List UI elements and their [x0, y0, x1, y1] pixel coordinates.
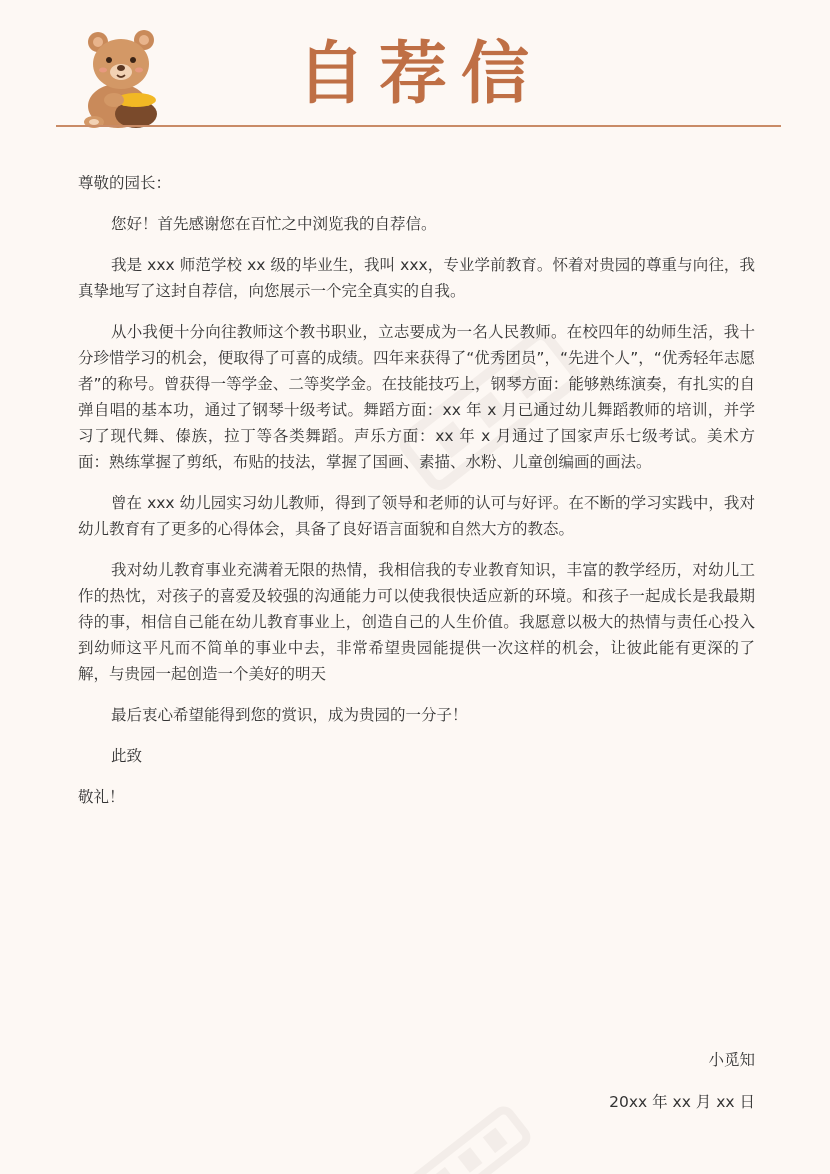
letter-date: 20xx 年 xx 月 xx 日: [609, 1093, 755, 1111]
letter-paragraph: 我对幼儿教育事业充满着无限的热情，我相信我的专业教育知识，丰富的教学经历，对幼儿工作的热忱，对孩子的喜爱及较强的沟通能力可以使我很快适应新的环境。和孩子一起成长是我最期待的事，相信自己能在幼儿教育事业上，创造自己的人生价值。我愿意以极大的热情与责任心投入到幼师这平凡而不简单的事业中去，非常希望贵园能提供一次这样的机会，让彼此能有更深的了解，与贵园一起创造一个美好的明天: [78, 561, 755, 683]
salutation: 尊敬的园长：: [78, 174, 172, 192]
header-divider: [56, 125, 781, 127]
letter-paragraph: 曾在 xxx 幼儿园实习幼儿教师，得到了领导和老师的认可与好评。在不断的学习实践中，我对幼儿教育有了更多的心得体会，具备了良好语言面貌和自然大方的教态。: [78, 494, 755, 538]
signature: 小觅知: [708, 1051, 755, 1069]
closing-salute: 敬礼！: [78, 788, 125, 806]
letter-paragraph: 最后衷心希望能得到您的赏识，成为贵园的一分子！: [111, 706, 468, 724]
page-title: 自荐信: [296, 35, 543, 114]
letter-paragraph: 从小我便十分向往教师这个教书职业，立志要成为一名人民教师。在校四年的幼师生活，我十分珍惜学习的机会，便取得了可喜的成绩。四年来获得了“优秀团员”，“先进个人”，“优秀轻年志愿者”的称号。曾获得一等学金、二等奖学金。在技能技巧上，钢琴方面：能够熟练演奏，有扎实的自弹自唱的基本功，通过了钢琴十级考试。舞蹈方面：xx 年 x 月已通过幼儿舞蹈教师的培训，并学习了现代舞、傣族，拉丁等各类舞蹈。声乐方面：xx 年 x 月通过了国家声乐七级考试。美术方面：熟练掌握了剪纸，布贴的技法，掌握了国画、素描、水粉、儿童创编画的画法。: [78, 323, 755, 471]
watermark-icon: [400, 1090, 540, 1174]
closing-line: 此致: [111, 747, 143, 765]
letter-paragraph: 我是 xxx 师范学校 xx 级的毕业生，我叫 xxx，专业学前教育。怀着对贵园的尊重与向往，我真挚地写了这封自荐信，向您展示一个完全真实的自我。: [78, 256, 755, 300]
bear-honey-illustration-icon: [76, 28, 168, 128]
header: [0, 0, 830, 130]
letter-body: [78, 170, 755, 810]
letter-paragraph: 您好！首先感谢您在百忙之中浏览我的自荐信。: [111, 215, 437, 233]
